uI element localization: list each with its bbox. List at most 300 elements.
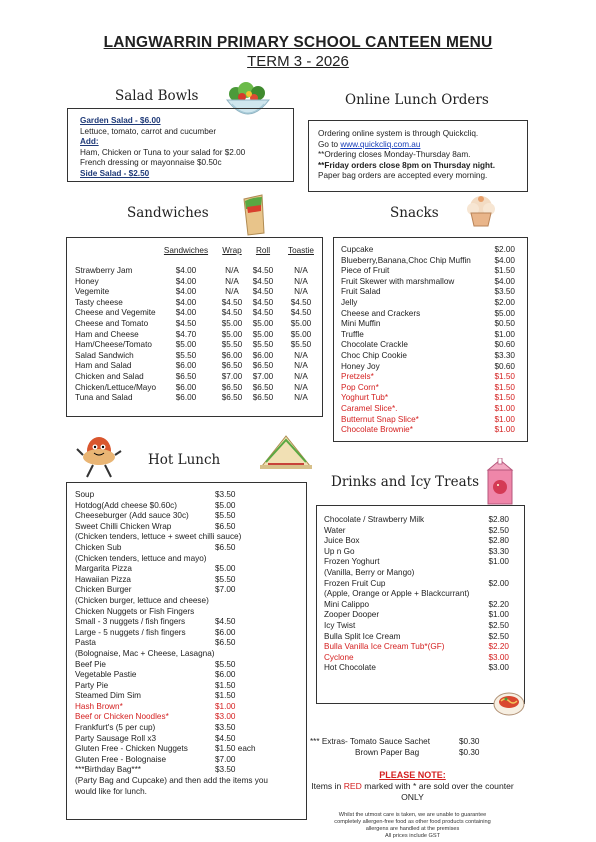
snacks-item-name: Fruit Salad (341, 287, 381, 297)
hot-item (75, 628, 305, 639)
hot-item (75, 522, 305, 533)
drink-rows (324, 515, 519, 674)
sandwich-price: $4.00 (175, 266, 197, 275)
hot-item-name: Chicken Burger (75, 585, 132, 595)
extras-line2: Brown Paper Bag (355, 747, 420, 757)
drinks-item-name: Zooper Dooper (324, 610, 380, 620)
drinks-item (324, 568, 519, 579)
sandwich-row (67, 287, 322, 298)
hot-item-name: Large - 5 nuggets / fish fingers (75, 627, 186, 637)
snacks-item-price: $3.30 (494, 350, 515, 360)
sandwich-price: N/A (294, 350, 308, 360)
sandwich-price: $5.00 (221, 318, 243, 328)
hot-item (75, 617, 305, 628)
drinks-item-price: $2.50 (488, 631, 509, 641)
hot-item (75, 702, 305, 713)
salad-box (67, 108, 294, 182)
drinks-item-price: $1.00 (488, 557, 509, 567)
hot-item (75, 607, 305, 618)
hot-item-name: (Chicken burger, lettuce and cheese) (75, 595, 209, 605)
snacks-item (341, 393, 521, 404)
sandwich-row (67, 361, 322, 372)
dressing-line: French dressing or mayonnaise $0.50c (80, 158, 222, 168)
hot-item-price: $1.50 (215, 691, 236, 701)
online-line4: **Friday orders close 8pm on Thursday night. (318, 160, 495, 170)
hot-item-price: $4.50 (215, 617, 236, 627)
hot-item-price: $4.50 (215, 733, 236, 743)
hot-item-name: ***Birthday Bag*** (75, 765, 141, 775)
drinks-item-name: Water (324, 525, 346, 535)
hot-item (75, 765, 305, 776)
salad-heading: Salad Bowls (115, 88, 199, 104)
hot-item (75, 660, 305, 671)
snacks-item-price: $4.00 (494, 255, 515, 265)
sandwich-price: $6.50 (221, 393, 243, 403)
hot-item-price: $5.50 (215, 574, 236, 584)
sandwich-name: Ham and Salad (75, 361, 132, 371)
sandwich-icon (258, 432, 314, 472)
drinks-item (324, 632, 519, 643)
hot-item-name: Hawaiian Pizza (75, 574, 131, 584)
hot-item-price: $6.50 (215, 521, 236, 531)
hot-item-name: (Chicken tenders, lettuce + sweet chilli sauce) (75, 532, 242, 542)
hot-item-price: $3.50 (215, 723, 236, 733)
hot-lunch-heading: Hot Lunch (148, 452, 221, 468)
sandwich-price: $5.00 (175, 340, 197, 350)
drinks-item-price: $2.50 (488, 620, 509, 630)
hot-item (75, 681, 305, 692)
hot-item (75, 501, 305, 512)
snacks-item (341, 309, 521, 320)
drinks-item-name: Frozen Yoghurt (324, 557, 380, 567)
snacks-item-name: Chocolate Brownie* (341, 425, 413, 435)
hot-item-name: (Party Bag and Cupcake) and then add the items you (75, 776, 268, 786)
sandwich-price: $4.70 (175, 329, 197, 339)
sandwich-price: $4.00 (175, 276, 197, 286)
sandwich-row (67, 340, 322, 351)
hot-item-price: $3.00 (215, 712, 236, 722)
hot-item (75, 532, 305, 543)
drinks-item (324, 653, 519, 664)
hot-item (75, 649, 305, 660)
snacks-item-price: $0.60 (494, 340, 515, 350)
snacks-item-price: $1.50 (494, 266, 515, 276)
snacks-item (341, 287, 521, 298)
sandwich-column-headers (67, 246, 322, 257)
sandwich-col-header: Roll (255, 246, 271, 255)
sandwich-price: $6.00 (175, 361, 197, 371)
disclaimer: Whilst the utmost care is taken, we are unable to guarantee completely allergen-free food as other food products containing allergens are handled at the premises All prices include GST (334, 812, 491, 839)
hot-item (75, 543, 305, 554)
hot-item-price: $6.50 (215, 542, 236, 552)
sandwich-price: $4.50 (221, 297, 243, 307)
hot-item-price: $6.00 (215, 627, 236, 637)
online-box (308, 120, 528, 192)
sandwich-price: N/A (294, 361, 308, 371)
sandwich-price: $4.50 (252, 266, 274, 275)
sandwich-price: N/A (294, 266, 308, 275)
sandwich-rows (67, 266, 322, 404)
snacks-item-name: Yoghurt Tub* (341, 393, 389, 403)
sandwich-row (67, 330, 322, 341)
snacks-item-name: Butternut Snap Slice* (341, 414, 419, 424)
sandwich-price: $4.50 (252, 287, 274, 297)
online-line2: Go to www.quickcliq.com.au (318, 139, 421, 149)
drinks-item-price: $3.30 (488, 546, 509, 556)
hot-item-name: Chicken Nuggets or Fish Fingers (75, 606, 195, 616)
sandwich-name: Vegemite (75, 287, 110, 297)
hot-item (75, 511, 305, 522)
snacks-item (341, 372, 521, 383)
sandwich-price: $5.50 (252, 340, 274, 350)
hot-item-name: Hash Brown* (75, 701, 123, 711)
snacks-item-name: Honey Joy (341, 361, 380, 371)
sandwich-price: $4.50 (175, 318, 197, 328)
drinks-item-name: (Vanilla, Berry or Mango) (324, 567, 415, 577)
sandwich-name: Honey (75, 276, 99, 286)
note-text: Items in RED marked with * are sold over the counter (311, 781, 514, 791)
drinks-item-name: Mini Calippo (324, 599, 370, 609)
hot-item (75, 734, 305, 745)
extras-line1: *** Extras- Tomato Sauce Sachet (310, 737, 430, 746)
note-only: ONLY (401, 792, 424, 802)
hot-item (75, 755, 305, 766)
milk-carton-icon (482, 458, 520, 508)
sandwich-price: $5.00 (221, 329, 243, 339)
sandwich-price: $4.00 (175, 297, 197, 307)
snacks-heading: Snacks (390, 205, 439, 221)
snacks-item-name: Piece of Fruit (341, 266, 390, 276)
online-line5: Paper bag orders are accepted every morning. (318, 171, 488, 181)
online-line3: **Ordering closes Monday-Thursday 8am. (318, 150, 471, 160)
hot-item-name: (Bolognaise, Mac + Cheese, Lasagna) (75, 648, 215, 658)
snacks-item-price: $1.00 (494, 414, 515, 424)
hot-item-price: $7.00 (215, 754, 236, 764)
drinks-item (324, 515, 519, 526)
sandwich-name: Ham/Cheese/Tomato (75, 340, 152, 350)
drinks-item-price: $2.20 (488, 642, 509, 652)
drinks-item-price: $3.00 (488, 663, 509, 673)
snacks-item (341, 330, 521, 341)
sandwich-price: $4.50 (252, 276, 274, 286)
sandwich-col-header: Sandwiches (163, 246, 209, 255)
online-line1: Ordering online system is through Quickcliq. (318, 129, 479, 138)
sandwich-name: Tasty cheese (75, 297, 123, 307)
note-red-word: RED (343, 781, 362, 791)
sandwich-price: $4.50 (290, 297, 312, 307)
sandwich-price: N/A (225, 287, 239, 297)
sandwich-name: Ham and Cheese (75, 329, 139, 339)
drinks-item (324, 547, 519, 558)
extras-price1: $0.30 (459, 737, 480, 746)
drinks-item-name: Chocolate / Strawberry Milk (324, 515, 425, 524)
add-line: Ham, Chicken or Tuna to your salad for $2.00 (80, 147, 246, 157)
sandwich-price: N/A (294, 371, 308, 381)
snacks-item-name: Choc Chip Cookie (341, 350, 407, 360)
sandwich-col-header: Toastie (288, 246, 314, 255)
sandwich-price: $7.00 (221, 371, 243, 381)
drinks-item (324, 663, 519, 674)
snacks-item-price: $1.50 (494, 382, 515, 392)
hot-item-name: Gluten Free - Chicken Nuggets (75, 744, 188, 754)
sandwich-price: N/A (294, 276, 308, 286)
hot-item (75, 585, 305, 596)
garden-salad: Garden Salad - $6.00 (80, 116, 161, 125)
drinks-item-price: $2.00 (488, 578, 509, 588)
cupcake-icon (463, 193, 499, 229)
hot-item (75, 596, 305, 607)
drinks-item (324, 621, 519, 632)
sandwich-price: $4.50 (221, 308, 243, 318)
hot-item (75, 723, 305, 734)
sandwich-price: $6.50 (175, 371, 197, 381)
drinks-item-name: Bulla Split Ice Cream (324, 631, 401, 641)
sandwich-price: $6.50 (221, 382, 243, 392)
hot-item-price: $1.50 each (215, 744, 256, 754)
wrap-icon (238, 193, 268, 237)
drinks-item (324, 589, 519, 600)
hot-item (75, 712, 305, 723)
drinks-item-price: $2.80 (488, 536, 509, 546)
sandwiches-box (66, 237, 323, 417)
drinks-item (324, 642, 519, 653)
sandwich-row (67, 351, 322, 362)
sandwich-row (67, 383, 322, 394)
snacks-item-price: $2.00 (494, 245, 515, 254)
hot-item-name: Steamed Dim Sim (75, 691, 141, 701)
drinks-item-price: $2.80 (488, 515, 509, 524)
sandwich-row (67, 277, 322, 288)
snacks-item (341, 277, 521, 288)
hot-item (75, 787, 305, 798)
hot-item (75, 744, 305, 755)
snacks-item-name: Mini Muffin (341, 319, 381, 329)
drinks-item-price: $1.00 (488, 610, 509, 620)
sandwich-name: Chicken/Lettuce/Mayo (75, 382, 157, 392)
hot-item (75, 490, 305, 501)
sandwiches-heading: Sandwiches (127, 205, 209, 221)
sandwich-name: Cheese and Tomato (75, 318, 149, 328)
sandwich-price: $5.50 (221, 340, 243, 350)
sandwich-price: $4.50 (252, 297, 274, 307)
snacks-item-price: $2.00 (494, 297, 515, 307)
snacks-item (341, 266, 521, 277)
drinks-item (324, 557, 519, 568)
hot-item (75, 564, 305, 575)
snacks-item-name: Pretzels* (341, 372, 374, 382)
hot-item-price: $1.00 (215, 701, 236, 711)
sandwich-price: $5.50 (175, 350, 197, 360)
sandwich-price: $6.00 (252, 350, 274, 360)
sandwich-row (67, 372, 322, 383)
sandwich-row (67, 298, 322, 309)
pasta-plate-icon (492, 686, 526, 718)
drinks-item-name: Bulla Vanilla Ice Cream Tub*(GF) (324, 642, 445, 652)
sandwich-price: $4.50 (290, 308, 312, 318)
drinks-item (324, 536, 519, 547)
sandwich-price: $4.50 (252, 308, 274, 318)
snacks-item-price: $3.50 (494, 287, 515, 297)
hot-item-name: Sweet Chilli Chicken Wrap (75, 521, 172, 531)
hot-item-name: Chicken Sub (75, 542, 122, 552)
hot-item-name: Gluten Free - Bolognaise (75, 754, 167, 764)
sandwich-price: $6.00 (175, 382, 197, 392)
menu-title: LANGWARRIN PRIMARY SCHOOL CANTEEN MENU (103, 34, 493, 51)
hot-item-name: would like for lunch. (75, 786, 147, 796)
drinks-item-price: $3.00 (488, 652, 509, 662)
drinks-item-name: Juice Box (324, 536, 360, 546)
hot-item-name: Vegetable Pastie (75, 670, 137, 680)
sandwich-price: N/A (294, 287, 308, 297)
snacks-item-price: $4.00 (494, 276, 515, 286)
hot-item-price: $6.50 (215, 638, 236, 648)
hot-item-price: $5.00 (215, 500, 236, 510)
hot-item (75, 554, 305, 565)
snacks-item (341, 256, 521, 267)
sandwich-price: $6.00 (175, 393, 197, 403)
sandwich-price: $5.50 (290, 340, 312, 350)
sandwich-name: Salad Sandwich (75, 350, 134, 360)
hot-item-price: $5.00 (215, 564, 236, 574)
hot-item-name: Soup (75, 490, 95, 499)
sandwich-price: N/A (294, 393, 308, 403)
drinks-box (316, 505, 525, 704)
hot-item-price: $5.50 (215, 659, 236, 669)
hot-item-price: $7.00 (215, 585, 236, 595)
sandwich-price: $6.50 (252, 361, 274, 371)
sandwich-row (67, 393, 322, 404)
drinks-heading: Drinks and Icy Treats (331, 474, 480, 490)
hot-item (75, 638, 305, 649)
drinks-item-name: Cyclone (324, 652, 354, 662)
snacks-item-price: $0.50 (494, 319, 515, 329)
sandwich-name: Chicken and Salad (75, 371, 144, 381)
hot-item (75, 691, 305, 702)
drinks-item-name: Hot Chocolate (324, 663, 376, 673)
hot-item-name: Frankfurt's (5 per cup) (75, 723, 156, 733)
snacks-item-name: Cheese and Crackers (341, 308, 421, 318)
drinks-item (324, 579, 519, 590)
hot-item (75, 670, 305, 681)
sandwich-col-header: Wrap (222, 246, 242, 255)
snacks-item-name: Truffle (341, 329, 364, 339)
hot-item-name: Small - 3 nuggets / fish fingers (75, 617, 186, 627)
sandwich-price: $5.00 (252, 329, 274, 339)
sandwich-name: Cheese and Vegemite (75, 308, 156, 318)
extras-price2: $0.30 (459, 747, 480, 757)
sandwich-price: $6.00 (221, 350, 243, 360)
note-heading: PLEASE NOTE: (379, 770, 446, 780)
snacks-item (341, 362, 521, 373)
sandwich-row (67, 266, 322, 277)
garden-desc: Lettuce, tomato, carrot and cucumber (80, 126, 217, 136)
hot-item-name: Beef Pie (75, 659, 106, 669)
hot-item-price: $3.50 (215, 765, 236, 775)
hot-item-name: Party Sausage Roll x3 (75, 733, 157, 743)
sandwich-price: $5.00 (290, 318, 312, 328)
snacks-item (341, 319, 521, 330)
snacks-item (341, 404, 521, 415)
sandwich-price: $6.50 (252, 393, 274, 403)
snacks-item-name: Cupcake (341, 245, 374, 254)
hotdog-mascot-icon (75, 435, 125, 481)
snacks-item-name: Chocolate Crackle (341, 340, 408, 350)
drinks-item-price: $2.50 (488, 525, 509, 535)
snacks-item-name: Fruit Skewer with marshmallow (341, 276, 455, 286)
sandwich-price: N/A (294, 382, 308, 392)
hot-item-name: Party Pie (75, 680, 109, 690)
snacks-item (341, 383, 521, 394)
sandwich-price: $7.00 (252, 371, 274, 381)
sandwich-row (67, 319, 322, 330)
snack-rows (341, 245, 521, 436)
drinks-item (324, 526, 519, 537)
online-heading: Online Lunch Orders (345, 92, 489, 108)
drinks-item-name: Icy Twist (324, 620, 356, 630)
hot-item-name: Beef or Chicken Noodles* (75, 712, 169, 722)
sandwich-price: $4.00 (175, 308, 197, 318)
snacks-item-price: $1.00 (494, 425, 515, 435)
sandwich-name: Tuna and Salad (75, 393, 133, 403)
hot-item-name: (Chicken tenders, lettuce and mayo) (75, 553, 207, 563)
hot-item-name: Pasta (75, 638, 96, 648)
snacks-item (341, 298, 521, 309)
term-label: TERM 3 - 2026 (247, 53, 349, 70)
drinks-item-name: Up n Go (324, 546, 355, 556)
hot-item (75, 776, 305, 787)
hot-item (75, 575, 305, 586)
hot-item-price: $3.50 (215, 490, 236, 499)
quickcliq-link[interactable]: www.quickcliq.com.au (340, 139, 421, 149)
sandwich-price: $4.00 (175, 287, 197, 297)
hot-item-name: Hotdog(Add cheese $0.60c) (75, 500, 177, 510)
snacks-item (341, 351, 521, 362)
snacks-item (341, 245, 521, 256)
drinks-item-name: (Apple, Orange or Apple + Blackcurrant) (324, 589, 470, 599)
sandwich-price: $5.00 (252, 318, 274, 328)
snacks-item-name: Blueberry,Banana,Choc Chip Muffin (341, 255, 471, 265)
hot-lunch-rows (75, 490, 305, 797)
sandwich-price: $6.50 (252, 382, 274, 392)
snacks-item-name: Caramel Slice*. (341, 403, 398, 413)
snacks-box (333, 237, 528, 442)
snacks-item-price: $5.00 (494, 308, 515, 318)
hot-item-price: $1.50 (215, 680, 236, 690)
snacks-item-name: Jelly (341, 297, 358, 307)
snacks-item-price: $1.00 (494, 403, 515, 413)
drinks-item (324, 600, 519, 611)
sandwich-price: $6.50 (221, 361, 243, 371)
snacks-item-price: $1.50 (494, 393, 515, 403)
snacks-item (341, 340, 521, 351)
hot-item-name: Margarita Pizza (75, 564, 132, 574)
sandwich-name: Strawberry Jam (75, 266, 133, 275)
snacks-item (341, 415, 521, 426)
hot-item-name: Cheeseburger (Add sauce 30c) (75, 511, 189, 521)
drinks-item-name: Frozen Fruit Cup (324, 578, 386, 588)
sandwich-price: N/A (225, 276, 239, 286)
sandwich-price: $5.00 (290, 329, 312, 339)
side-salad: Side Salad - $2.50 (80, 168, 150, 178)
snacks-item-price: $1.00 (494, 329, 515, 339)
snacks-item-name: Pop Corn* (341, 382, 379, 392)
sandwich-row (67, 308, 322, 319)
add-label: Add: (80, 137, 99, 147)
drinks-item-price: $2.20 (488, 599, 509, 609)
snacks-item (341, 425, 521, 436)
sandwich-price: N/A (225, 266, 239, 275)
drinks-item (324, 610, 519, 621)
